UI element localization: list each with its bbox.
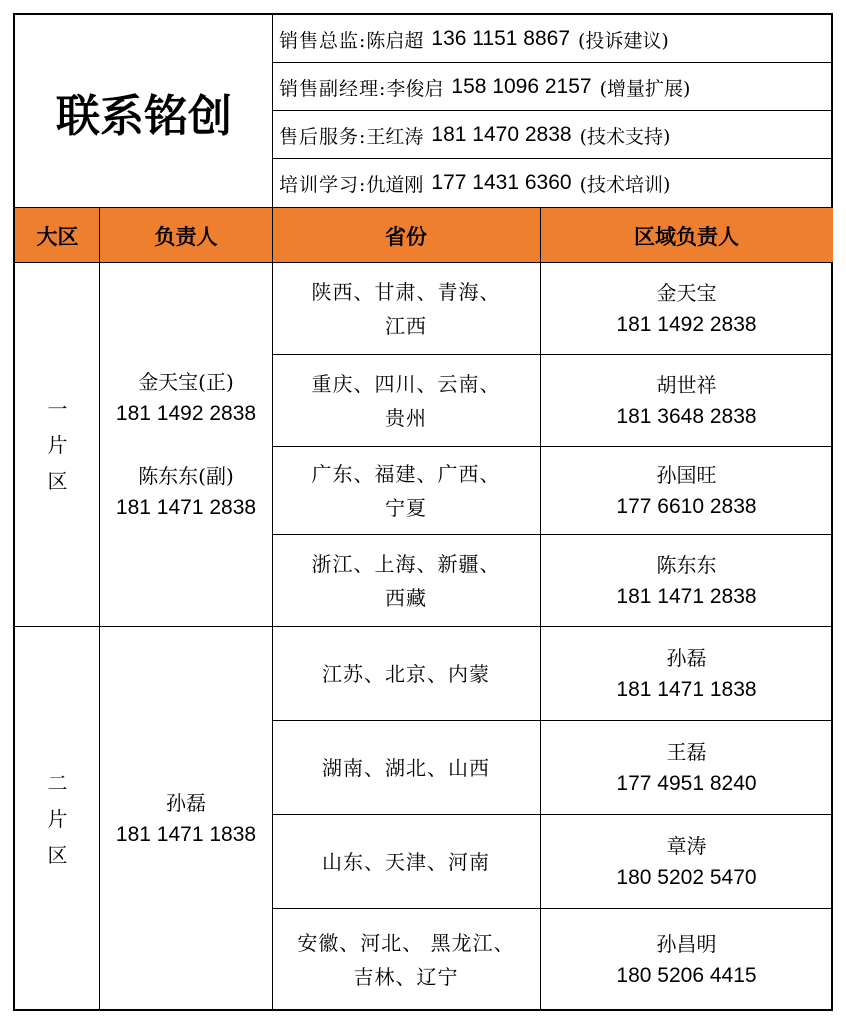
manager-name: 孙昌明 — [656, 932, 717, 956]
province-line: 宁夏 — [385, 496, 427, 520]
lead-name: 金天宝(正) — [138, 370, 234, 394]
divider — [272, 158, 833, 159]
province-cell — [272, 355, 540, 447]
manager-name: 孙磊 — [666, 646, 707, 670]
column-header-province: 省份 — [385, 224, 427, 249]
manager-cell — [540, 263, 833, 355]
region-name — [15, 627, 100, 1011]
province-line: 贵州 — [385, 406, 427, 430]
manager-phone: 177 6610 2838 — [616, 495, 757, 518]
manager-phone: 181 1471 2838 — [616, 585, 757, 608]
contact-note: (投诉建议) — [578, 29, 669, 52]
manager-cell — [540, 909, 833, 1011]
column-header-region: 大区 — [36, 224, 79, 249]
divider — [272, 110, 833, 111]
province-line: 陕西、甘肃、青海、 — [311, 280, 501, 304]
contact-phone: 158 1096 2157 — [451, 75, 592, 98]
divider — [272, 15, 273, 208]
province-cell — [272, 815, 540, 909]
manager-name: 胡世祥 — [656, 373, 717, 397]
manager-phone: 181 3648 2838 — [616, 405, 757, 428]
contact-name: 王红涛 — [366, 125, 424, 148]
province-cell — [272, 627, 540, 721]
region-name — [15, 263, 100, 627]
province-line: 西藏 — [385, 586, 427, 610]
contact-role: 培训学习: — [279, 173, 367, 196]
manager-cell — [540, 535, 833, 627]
province-cell — [272, 263, 540, 355]
contact-row — [273, 63, 833, 111]
contact-note: (增量扩展) — [599, 77, 691, 100]
manager-cell — [540, 721, 833, 815]
contact-row — [273, 111, 833, 159]
region-char: 区 — [47, 843, 68, 867]
manager-phone: 181 1471 1838 — [616, 678, 757, 701]
manager-name: 章涛 — [666, 834, 707, 858]
contact-sheet — [13, 13, 833, 1011]
contact-note: (技术培训) — [579, 173, 671, 196]
manager-cell — [540, 627, 833, 721]
contact-name: 仇道刚 — [366, 173, 424, 196]
province-line: 湖南、湖北、山西 — [322, 756, 490, 780]
province-line: 重庆、四川、云南、 — [311, 372, 501, 396]
province-line: 江西 — [385, 314, 427, 338]
contact-phone: 181 1470 2838 — [431, 123, 572, 146]
manager-phone: 180 5202 5470 — [616, 866, 757, 889]
manager-cell — [540, 355, 833, 447]
lead-phone: 181 1471 1838 — [115, 823, 257, 846]
region-char: 区 — [47, 469, 68, 493]
contact-role: 销售副经理: — [279, 77, 387, 100]
lead-phone: 181 1492 2838 — [115, 402, 257, 425]
manager-cell — [540, 447, 833, 535]
province-line: 山东、天津、河南 — [322, 850, 490, 874]
manager-phone: 181 1492 2838 — [616, 313, 757, 336]
region-char: 二 — [47, 771, 68, 795]
divider — [272, 62, 833, 63]
province-cell — [272, 447, 540, 535]
contact-note: (技术支持) — [579, 125, 671, 148]
lead-name: 陈东东(副) — [138, 464, 234, 488]
contact-phone: 177 1431 6360 — [431, 171, 572, 194]
contact-name: 陈启超 — [366, 29, 424, 52]
contact-role: 销售总监: — [279, 29, 367, 52]
province-line: 浙江、上海、新疆、 — [311, 552, 501, 576]
lead-name: 孙磊 — [166, 791, 206, 815]
manager-name: 陈东东 — [656, 553, 717, 577]
province-line: 江苏、北京、内蒙 — [322, 662, 490, 686]
lead-phone: 181 1471 2838 — [115, 496, 257, 519]
contact-role: 售后服务: — [279, 125, 367, 148]
contact-row — [273, 15, 833, 63]
manager-phone: 180 5206 4415 — [616, 964, 757, 987]
manager-name: 孙国旺 — [656, 463, 717, 487]
province-cell — [272, 535, 540, 627]
contact-name: 李俊启 — [386, 77, 444, 100]
manager-name: 王磊 — [666, 740, 707, 764]
region-lead — [100, 263, 272, 627]
province-line: 广东、福建、广西、 — [311, 462, 501, 486]
region-lead — [100, 627, 272, 1011]
region-char: 片 — [47, 433, 68, 457]
manager-cell — [540, 815, 833, 909]
province-cell — [272, 721, 540, 815]
page-title: 联系铭创 — [56, 90, 232, 142]
province-line: 安徽、河北、 黑龙江、 — [297, 931, 515, 955]
manager-phone: 177 4951 8240 — [616, 772, 757, 795]
contact-phone: 136 1151 8867 — [431, 27, 571, 50]
column-header-manager: 区域负责人 — [634, 224, 739, 249]
region-char: 一 — [47, 397, 68, 421]
region-char: 片 — [47, 807, 68, 831]
column-header-lead: 负责人 — [154, 224, 218, 249]
province-cell — [272, 909, 540, 1011]
contact-row — [273, 159, 833, 207]
manager-name: 金天宝 — [656, 281, 717, 305]
province-line: 吉林、辽宁 — [353, 965, 459, 989]
